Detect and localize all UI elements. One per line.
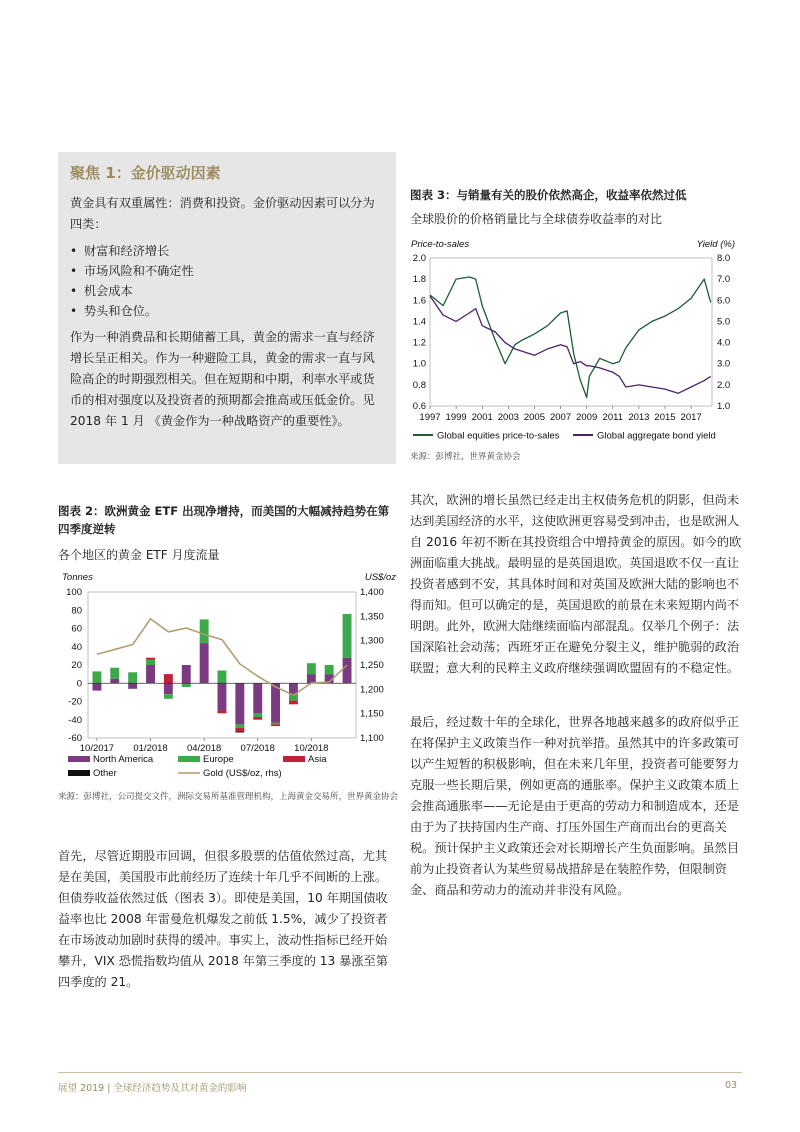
fig2-y2tick-label: 1,400 bbox=[360, 587, 384, 598]
fig2-ylabel: Tonnes bbox=[62, 572, 93, 583]
fig3-xtick-label: 2013 bbox=[628, 412, 650, 423]
legend-label-equities: Global equities price-to-sales bbox=[437, 430, 560, 442]
bar-europe bbox=[343, 614, 352, 658]
bar-europe bbox=[235, 724, 244, 728]
legend-swatch-europe bbox=[178, 756, 200, 762]
bar-north-america bbox=[128, 683, 137, 689]
bar-europe bbox=[218, 671, 227, 684]
bar-asia bbox=[271, 724, 280, 726]
fig3-y2tick-label: 2.0 bbox=[717, 379, 731, 391]
fig2-ytick-label: 0 bbox=[76, 678, 82, 690]
fig3-xtick-label: 2005 bbox=[523, 412, 546, 423]
bar-north-america bbox=[218, 683, 227, 710]
bar-europe bbox=[128, 672, 137, 683]
fig2-y2tick-label: 1,300 bbox=[360, 635, 384, 647]
equities-price-to-sales-line bbox=[430, 277, 711, 398]
bar-europe bbox=[182, 683, 191, 687]
fig3-y2tick-label: 3.0 bbox=[717, 358, 731, 370]
bar-north-america bbox=[146, 665, 155, 683]
fig3-subtitle: 全球股价的价格销量比与全球债券收益率的对比 bbox=[410, 212, 663, 226]
right-body-paragraph-2: 最后，经过数十年的全球化，世界各地越来越多的政府似乎正在将保护主义政策当作一种对抗举措。虽然其中的许多政策可以产生短暂的积极影响，但在未来几年里，投资者可能要努力克服一些长期后果，例如更高的通胀率。保护主义政策本质上会推高通胀率——无论是由于更高的劳动力和制造成本，还是由于为了扶持国内生产商、打压外国生产商而出台的更高关税。预计保护主义政策还会对长期增长产生负面影响。虽然目前为止投资者认为某些贸易战措辞是在装腔作势，但限制资金、商品和劳动力的流动并非没有风险。 bbox=[410, 715, 740, 897]
fig3-chart bbox=[405, 232, 745, 447]
fig3-ytick-label: 1.2 bbox=[412, 337, 426, 349]
bar-north-america bbox=[93, 683, 102, 690]
left-body-text: 首先，尽管近期股市回调，但很多股票的估值依然过高，尤其是在美国，美国股市此前经历了连续十年几乎不间断的上涨。但债券收益依然过低（图表 3）。即使是美国，10 年期国债收益率也比 2008 年雷曼危机爆发之前低 1.5%，减少了投资者在市场波动加剧时获得的缓冲。事实上，波动性指标已经开始攀升，VIX 恐慌指数均值从 2018 年第三季度的 13 暴涨至第四季度的 21。 bbox=[58, 849, 388, 989]
list-item: • 市场风险和不确定性 bbox=[70, 261, 384, 281]
fig3-ytick-label: 2.0 bbox=[412, 253, 426, 264]
fig2-y2tick-label: 1,200 bbox=[360, 684, 384, 696]
bar-europe bbox=[164, 694, 173, 699]
fig2-ytick-label: 20 bbox=[71, 660, 82, 671]
fig3-xtick-label: 2001 bbox=[471, 412, 493, 423]
legend-swatch-asia bbox=[283, 756, 305, 762]
fig2-ytick-label: 80 bbox=[71, 605, 82, 617]
fig3-xtick-label: 2015 bbox=[654, 412, 676, 423]
bar-north-america bbox=[164, 683, 173, 694]
list-item: • 势头和仓位。 bbox=[70, 301, 384, 321]
legend-label-north-america: North America bbox=[93, 754, 154, 765]
fig3-ytick-label: 1.4 bbox=[412, 316, 426, 328]
fig2-xtick-label: 10/2017 bbox=[79, 743, 115, 754]
bar-asia bbox=[289, 701, 298, 705]
bond-yield-line bbox=[430, 296, 711, 393]
focus-box-intro: 黄金具有双重属性：消费和投资。金价驱动因素可以分为四类： bbox=[70, 196, 375, 231]
fig2-y2label: US$/oz bbox=[364, 572, 396, 583]
fig3-ytick-label: 0.8 bbox=[412, 379, 426, 391]
legend-swatch-other bbox=[68, 770, 90, 776]
legend-label-gold: Gold (US$/oz, rhs) bbox=[203, 768, 282, 779]
fig2-ytick-label: 60 bbox=[71, 623, 82, 635]
footer-divider bbox=[58, 1072, 742, 1073]
focus-box bbox=[58, 152, 396, 464]
fig3-y2tick-label: 8.0 bbox=[717, 253, 731, 264]
bar-europe bbox=[93, 671, 102, 683]
fig3-ylabel: Price-to-sales bbox=[411, 239, 470, 250]
legend-label-asia: Asia bbox=[308, 754, 327, 765]
bar-asia bbox=[164, 674, 173, 683]
fig3-y2label: Yield (%) bbox=[696, 239, 735, 250]
list-item: • 机会成本 bbox=[70, 281, 384, 301]
bar-north-america bbox=[253, 683, 262, 713]
bar-europe bbox=[271, 723, 280, 725]
fig3-xtick-label: 2009 bbox=[576, 412, 598, 423]
fig3-ytick-label: 0.6 bbox=[412, 401, 426, 412]
fig3-xtick-label: 2017 bbox=[680, 412, 702, 423]
page-number: 03 bbox=[725, 1080, 738, 1091]
fig2-source: 来源：彭博社，公司提交文件，洲际交易所基准管理机构，上海黄金交易所，世界黄金协会 bbox=[58, 792, 399, 802]
fig3-y2tick-label: 4.0 bbox=[717, 337, 731, 349]
focus-box-list bbox=[70, 241, 384, 321]
focus-box-paragraph: 作为一种消费品和长期储蓄工具，黄金的需求一直与经济增长呈正相关。作为一种避险工具，黄金的需求一直与风险高企的时期强烈相关。但在短期和中期，利率水平或货币的相对强度以及投资者的预期都会推高或压低金价。见 2018 年 1 月 《黄金作为一种战略资产的重要性》。 bbox=[70, 330, 375, 428]
bar-europe bbox=[307, 663, 316, 674]
bar-north-america bbox=[200, 643, 209, 683]
fig3-y2tick-label: 7.0 bbox=[717, 274, 731, 286]
fig2-subtitle: 各个地区的黄金 ETF 月度流量 bbox=[58, 548, 220, 562]
bar-asia bbox=[146, 658, 155, 660]
fig2-y2tick-label: 1,100 bbox=[360, 733, 384, 744]
fig3-source: 来源：彭博社，世界黄金协会 bbox=[410, 452, 521, 462]
fig2-xtick-label: 07/2018 bbox=[240, 743, 275, 754]
bar-europe bbox=[253, 713, 262, 717]
fig3-title: 图表 3：与销量有关的股价依然高企，收益率依然过低 bbox=[410, 188, 687, 202]
fig2-y2tick-label: 1,250 bbox=[360, 660, 384, 671]
bar-europe bbox=[110, 668, 119, 679]
fig2-ytick-label: -20 bbox=[68, 696, 82, 708]
bar-north-america bbox=[343, 658, 352, 684]
bar-north-america bbox=[182, 665, 191, 683]
fig2-xtick-label: 10/2018 bbox=[294, 743, 329, 754]
bar-north-america bbox=[271, 683, 280, 722]
footer-publication: 展望 2019 | 全球经济趋势及其对黄金的影响 bbox=[58, 1083, 247, 1094]
fig2-y2tick-label: 1,350 bbox=[360, 611, 384, 623]
fig3-xtick-label: 2003 bbox=[497, 412, 519, 423]
focus-box-title: 聚焦 1：金价驱动因素 bbox=[70, 164, 221, 182]
bar-asia bbox=[235, 728, 244, 732]
fig3-xtick-label: 1997 bbox=[419, 412, 441, 423]
bar-north-america bbox=[110, 679, 119, 684]
fig2-xtick-label: 04/2018 bbox=[186, 743, 222, 754]
bar-north-america bbox=[235, 683, 244, 724]
fig2-ytick-label: -60 bbox=[68, 733, 82, 744]
fig3-y2tick-label: 5.0 bbox=[717, 316, 731, 328]
fig2-title: 图表 2：欧洲黄金 ETF 出现净增持，而美国的大幅减持趋势在第四季度逆转 bbox=[58, 504, 390, 536]
legend-label-bond-yield: Global aggregate bond yield bbox=[597, 430, 716, 442]
bar-other bbox=[235, 732, 244, 733]
list-item: • 财富和经济增长 bbox=[70, 241, 384, 261]
legend-label-other: Other bbox=[93, 768, 117, 779]
fig2-y2tick-label: 1,150 bbox=[360, 708, 384, 720]
fig2-chart bbox=[58, 566, 403, 784]
fig3-y2tick-label: 6.0 bbox=[717, 295, 731, 307]
fig3-xtick-label: 2011 bbox=[602, 412, 623, 423]
fig3-xtick-label: 1999 bbox=[445, 412, 467, 423]
bar-europe bbox=[146, 660, 155, 666]
fig3-y2tick-label: 1.0 bbox=[717, 401, 731, 412]
fig2-ytick-label: -40 bbox=[68, 714, 82, 726]
legend-swatch-north-america bbox=[68, 756, 90, 762]
fig3-xtick-label: 2007 bbox=[549, 412, 572, 423]
fig2-xtick-label: 01/2018 bbox=[133, 743, 168, 754]
fig2-ytick-label: 100 bbox=[66, 587, 82, 598]
fig3-ytick-label: 1.6 bbox=[412, 295, 426, 307]
bar-north-america bbox=[307, 674, 316, 683]
bar-asia bbox=[253, 717, 262, 720]
right-body-paragraph-1: 其次，欧洲的增长虽然已经走出主权债务危机的阴影，但尚未达到美国经济的水平，这使欧洲更容易受到冲击，也是欧洲人自 2016 年初不断在其投资组合中增持黄金的原因。如今的欧洲面临重大挑战。最明显的是英国退欧。英国退欧不仅一直让投资者感到不安，其具体时间和对英国及欧洲大陆的影响也不得而知。但可以确定的是，英国退欧的前景在未来短期内尚不明朗。此外，欧洲大陆继续面临内部混乱。仅举几个例子：法国深陷社会动荡；西班牙正在避免分裂主义，维护脆弱的政治联盟；意大利的民粹主义政府继续强调欧盟固有的不稳定性。 bbox=[410, 493, 742, 675]
bar-europe bbox=[200, 619, 209, 643]
fig2-ytick-label: 40 bbox=[71, 641, 82, 653]
legend-label-europe: Europe bbox=[203, 754, 234, 765]
bar-asia bbox=[218, 711, 227, 714]
bar-europe bbox=[325, 665, 334, 674]
fig3-ytick-label: 1.8 bbox=[412, 274, 426, 286]
fig3-ytick-label: 1.0 bbox=[412, 358, 426, 370]
